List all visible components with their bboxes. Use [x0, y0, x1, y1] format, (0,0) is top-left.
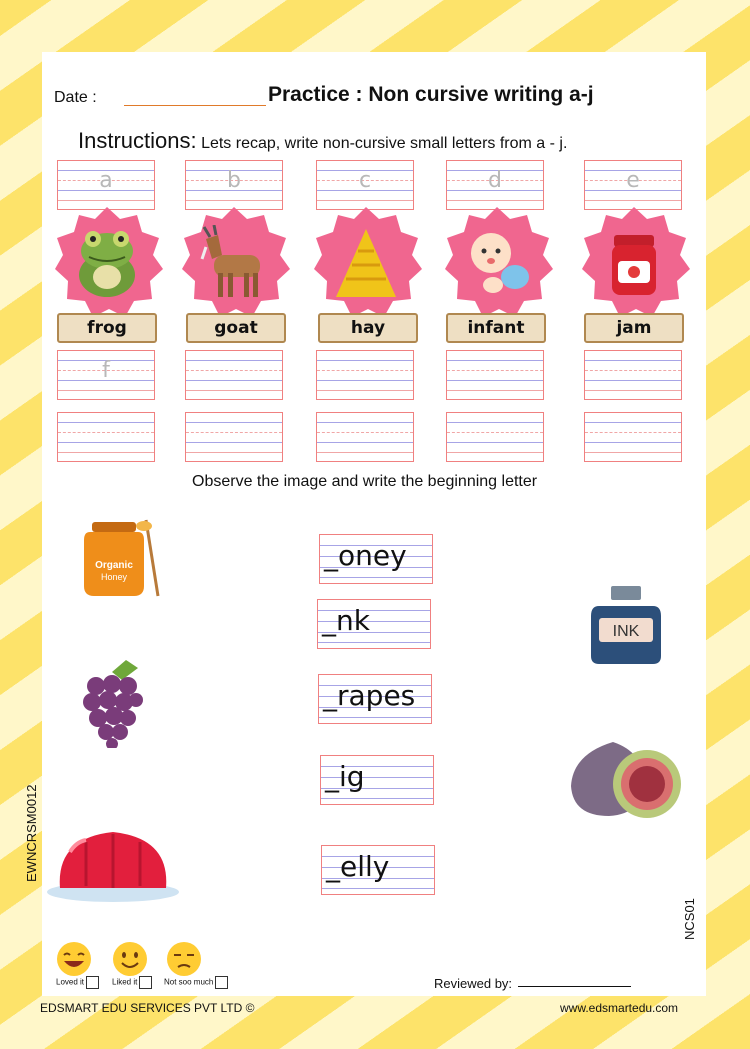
trace-box-h[interactable]: [316, 350, 414, 400]
word-text: _ig: [325, 760, 365, 793]
trace-box-e[interactable]: [584, 160, 682, 210]
page-title: Practice : Non cursive writing a-j: [268, 83, 594, 106]
honey-label-line2: Honey: [100, 572, 128, 582]
word-plaque-hay: hay: [318, 313, 418, 343]
feedback-not-much[interactable]: [164, 976, 228, 989]
word-plaque-frog: frog: [57, 313, 157, 343]
hay-picture: [310, 207, 422, 319]
word-plaque-jam: jam: [584, 313, 684, 343]
honey-jar-icon: [84, 516, 162, 602]
writing-box-2[interactable]: [185, 412, 283, 462]
trace-letter: f: [102, 358, 110, 383]
hay-icon: [332, 225, 400, 301]
trace-box-d[interactable]: [446, 160, 544, 210]
laughing-emoji-icon[interactable]: [56, 941, 92, 977]
writing-box-3[interactable]: [316, 412, 414, 462]
ink-bottle-icon: [589, 586, 663, 664]
goat-icon: [200, 225, 268, 301]
feedback-liked[interactable]: [112, 976, 152, 989]
feedback-checkbox[interactable]: [139, 976, 152, 989]
goat-picture: [178, 207, 290, 319]
trace-letter: a: [99, 168, 113, 193]
word-box-honey[interactable]: [319, 534, 433, 584]
word-text: _rapes: [323, 679, 416, 712]
trace-box-j[interactable]: [584, 350, 682, 400]
reviewed-by-line[interactable]: [518, 986, 631, 987]
word-box-ink[interactable]: [317, 599, 431, 649]
trace-letter: d: [488, 168, 502, 193]
frog-icon: [73, 225, 141, 301]
date-input-line[interactable]: [124, 105, 266, 106]
word-text: _oney: [324, 539, 407, 572]
trace-letter: c: [358, 168, 372, 193]
footer-website[interactable]: www.edsmartedu.com: [560, 1001, 679, 1015]
unamused-emoji-icon[interactable]: [166, 941, 202, 977]
baby-icon: [463, 225, 531, 301]
word-box-grapes[interactable]: [318, 674, 432, 724]
instructions-heading: Instructions:: [78, 128, 197, 153]
frog-picture: [51, 207, 163, 319]
word-text: _nk: [322, 604, 370, 637]
writing-box-4[interactable]: [446, 412, 544, 462]
reviewed-by-label: Reviewed by:: [434, 976, 513, 991]
feedback-label: Liked it: [112, 977, 138, 987]
jam-picture: [578, 207, 690, 319]
honey-label-line1: Organic: [95, 560, 133, 571]
word-text: _elly: [326, 850, 390, 883]
trace-box-c[interactable]: [316, 160, 414, 210]
jelly-icon: [46, 822, 180, 904]
writing-box-1[interactable]: [57, 412, 155, 462]
smiling-emoji-icon[interactable]: [112, 941, 148, 977]
infant-picture: [441, 207, 553, 319]
section-heading: Observe the image and write the beginning letter: [192, 473, 538, 490]
trace-box-g[interactable]: [185, 350, 283, 400]
word-plaque-infant: infant: [446, 313, 546, 343]
worksheet-code-short: NCS01: [682, 898, 697, 940]
word-plaque-goat: goat: [186, 313, 286, 343]
word-box-jelly[interactable]: [321, 845, 435, 895]
trace-letter: e: [626, 168, 640, 193]
instructions: [78, 128, 567, 154]
feedback-checkbox[interactable]: [86, 976, 99, 989]
footer-company: EDSMART EDU SERVICES PVT LTD ©: [40, 1001, 255, 1015]
worksheet-code: EWNCRSM0012: [24, 784, 39, 882]
feedback-loved[interactable]: [56, 976, 99, 989]
worksheet-page: [24, 52, 706, 996]
feedback-label: Not soo much: [164, 977, 214, 987]
trace-box-b[interactable]: [185, 160, 283, 210]
feedback-label: Loved it: [56, 977, 85, 987]
trace-box-f[interactable]: [57, 350, 155, 400]
writing-box-5[interactable]: [584, 412, 682, 462]
trace-box-i[interactable]: [446, 350, 544, 400]
fig-icon: [569, 738, 683, 818]
ink-label: INK: [612, 623, 640, 640]
instructions-text: Lets recap, write non-cursive small letters from a - j.: [201, 135, 568, 152]
trace-letter: b: [227, 168, 241, 193]
word-box-fig[interactable]: [320, 755, 434, 805]
jam-jar-icon: [600, 225, 668, 301]
date-label: Date :: [54, 89, 97, 106]
feedback-checkbox[interactable]: [215, 976, 228, 989]
grapes-icon: [82, 658, 144, 748]
trace-box-a[interactable]: [57, 160, 155, 210]
